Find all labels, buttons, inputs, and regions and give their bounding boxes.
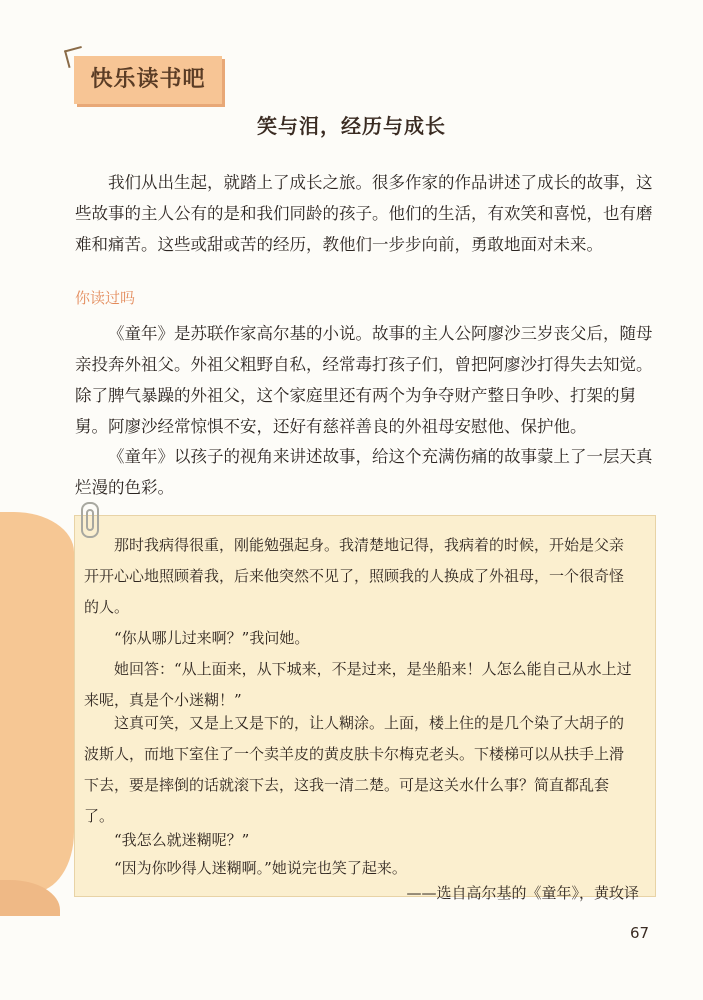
excerpt-paragraph: “因为你吵得人迷糊啊。”她说完也笑了起来。: [114, 859, 407, 877]
excerpt-paragraph: 她回答：“从上面来，从下城来，不是过来，是坐船来！人怎么能自己从水上过来呢，真是个小迷糊！”: [84, 660, 632, 709]
excerpt-side-decoration: [0, 512, 74, 892]
excerpt-paragraph: “我怎么就迷糊呢？”: [114, 831, 250, 849]
body-paragraph: 《童年》以孩子的视角来讲述故事，给这个充满伤痛的故事蒙上了一层天真烂漫的色彩。: [75, 447, 653, 497]
excerpt-paragraph: “你从哪儿过来啊？”我问她。: [114, 629, 310, 647]
page-number: 67: [630, 924, 650, 942]
section-badge: [74, 56, 222, 104]
section-badge-label: 快乐读书吧: [90, 67, 206, 92]
page-title: 笑与泪，经历与成长: [257, 114, 446, 138]
section-heading: 你读过吗: [75, 289, 136, 307]
excerpt-paragraph: 那时我病得很重，刚能勉强起身。我清楚地记得，我病着的时候，开始是父亲开开心心地照顾着我，后来他突然不见了，照顾我的人换成了外祖母，一个很奇怪的人。: [84, 536, 625, 616]
excerpt-source: ——选自高尔基的《童年》，黄玫译: [406, 884, 639, 902]
body-paragraph: 《童年》是苏联作家高尔基的小说。故事的主人公阿廖沙三岁丧父后，随母亲投奔外祖父。外祖父粗野自私，经常毒打孩子们，曾把阿廖沙打得失去知觉。除了脾气暴躁的外祖父，这个家庭里还有两个为争夺财产整日争吵、打架的舅舅。阿廖沙经常惊惧不安，还好有慈祥善良的外祖母安慰他、保护他。: [75, 324, 653, 436]
excerpt-paragraph: 这真可笑，又是上又是下的，让人糊涂。上面，楼上住的是几个染了大胡子的波斯人，而地下室住了一个卖羊皮的黄皮肤卡尔梅克老头。下楼梯可以从扶手上滑下去，要是摔倒的话就滚下去，这我一清二楚。可是这关水什么事？简直都乱套了。: [84, 714, 625, 825]
intro-paragraph: 我们从出生起，就踏上了成长之旅。很多作家的作品讲述了成长的故事，这些故事的主人公有的是和我们同龄的孩子。他们的生活，有欢笑和喜悦，也有磨难和痛苦。这些或甜或苦的经历，教他们一步步向前，勇敢地面对未来。: [75, 173, 653, 254]
